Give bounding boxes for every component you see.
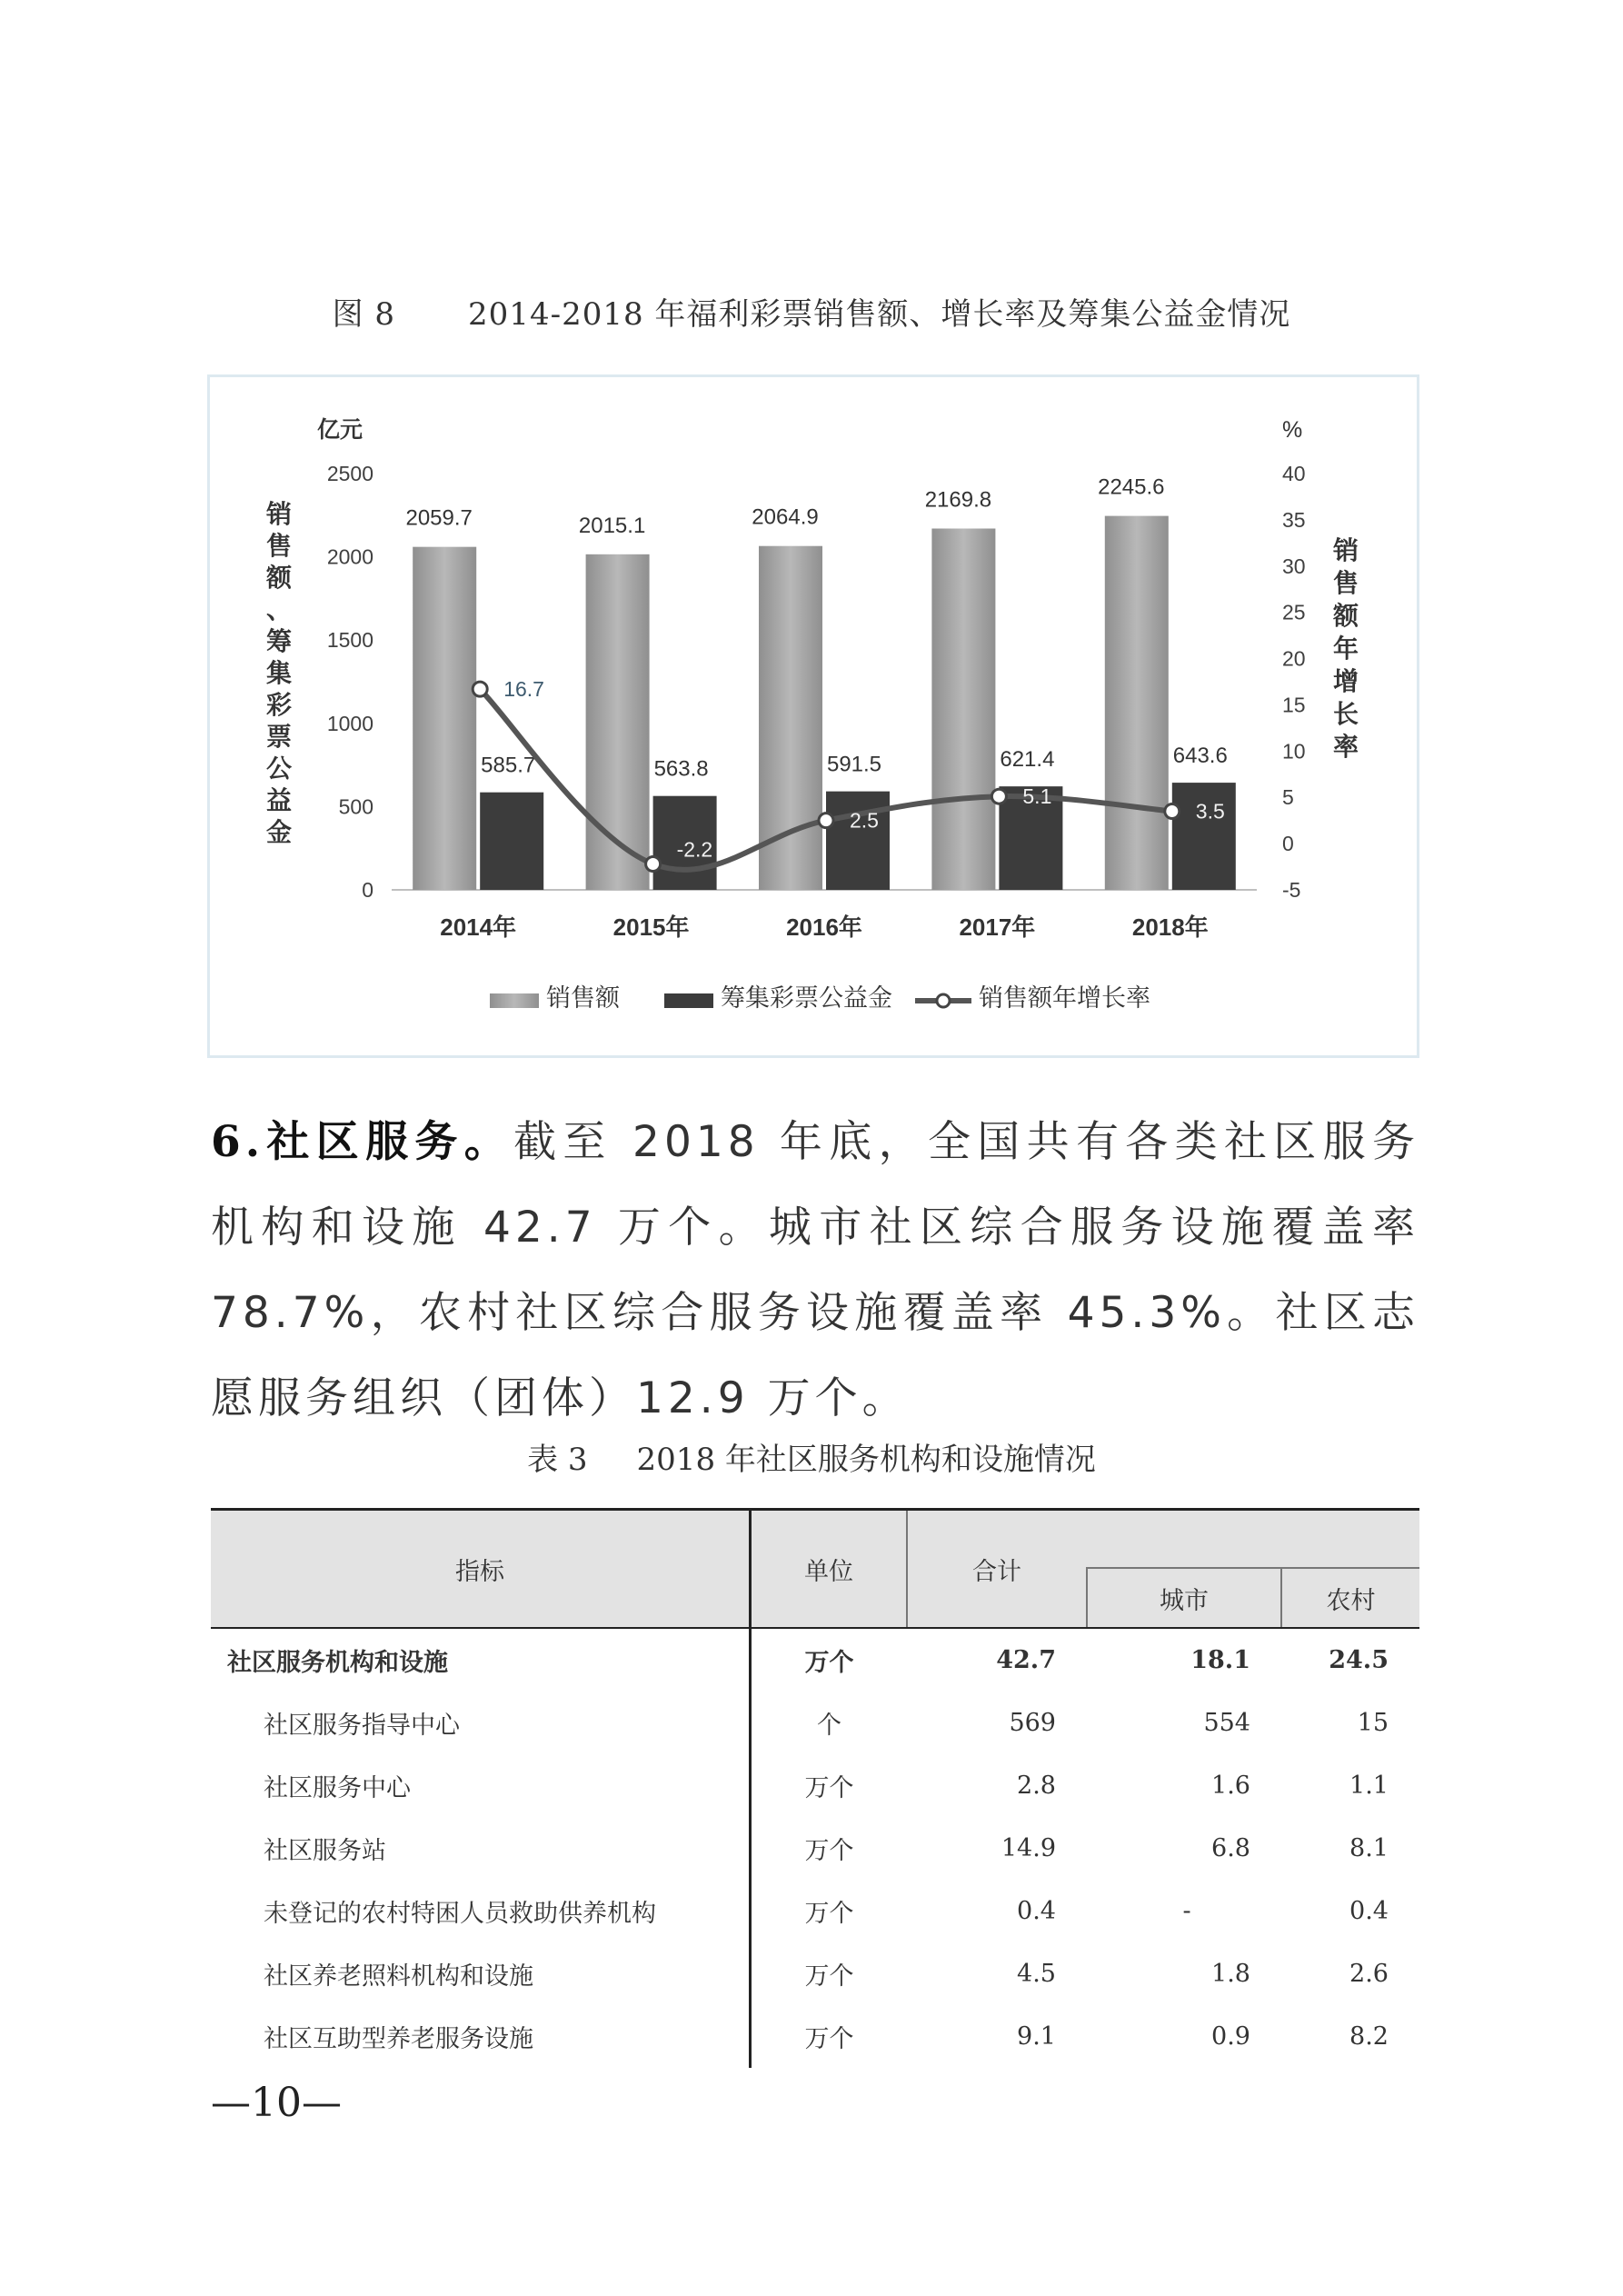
sales-value-label: 2015.1 (578, 513, 646, 538)
sales-value-label: 2059.7 (405, 505, 473, 531)
row-total: 14.9 (1001, 1834, 1056, 1862)
community-services-table (211, 1508, 1419, 2068)
sales-bar (1105, 516, 1169, 890)
combo-chart (210, 377, 1417, 1055)
right-tick-label: 40 (1282, 462, 1306, 485)
category-label: 2015年 (612, 913, 690, 941)
row-name: 社区养老照料机构和设施 (264, 1962, 533, 1991)
table-row (211, 1692, 1419, 1754)
header-urban: 城市 (1087, 1568, 1281, 1628)
page-number: —10— (211, 2080, 342, 2126)
fund-value-label: 563.8 (653, 756, 709, 782)
category-label: 2018年 (1131, 913, 1209, 941)
category-label: 2016年 (786, 913, 862, 941)
growth-rate-label: 3.5 (1195, 799, 1225, 824)
right-axis-title-char: 长 (1332, 700, 1359, 728)
sales-bar (931, 528, 995, 890)
figure-label: 图 8 (332, 296, 396, 333)
paragraph-body: 截至 2018 年底，全国共有各类社区服务机构和设施 42.7 万个。城市社区综合服务设施覆盖率 78.7%，农村社区综合服务设施覆盖率 45.3%。社区志愿服务组织（团体）12.9 万个。 (211, 1117, 1419, 1423)
row-name: 社区服务中心 (264, 1774, 411, 1802)
table-title: 2018 年社区服务机构和设施情况 (636, 1442, 1096, 1478)
fund-value-label: 585.7 (481, 753, 536, 778)
right-axis-title-char: 率 (1332, 733, 1359, 761)
paragraph-lead: 6.社区服务。 (211, 1117, 514, 1167)
row-name: 社区互助型养老服务设施 (264, 2025, 533, 2053)
right-tick-label: 5 (1282, 785, 1294, 810)
growth-rate-point (473, 682, 487, 696)
right-tick-label: 0 (1282, 832, 1294, 856)
row-name: 未登记的农村特困人员救助供养机构 (264, 1900, 656, 1928)
table-label: 表 3 (527, 1442, 588, 1478)
legend-label-rate: 销售额年增长率 (979, 984, 1150, 1012)
row-urban: 0.9 (1211, 2022, 1250, 2051)
row-unit: 万个 (751, 1628, 908, 1692)
table-row (211, 1817, 1419, 1880)
legend-label-fund: 筹集彩票公益金 (721, 984, 892, 1012)
growth-rate-point (991, 789, 1006, 804)
right-tick-label: 15 (1282, 693, 1306, 717)
row-total: 2.8 (1017, 1772, 1056, 1800)
header-unit: 单位 (751, 1510, 908, 1629)
category-label: 2017年 (959, 913, 1036, 941)
growth-rate-point (646, 857, 661, 872)
left-tick-label: 1500 (326, 628, 373, 653)
sales-value-label: 2245.6 (1098, 474, 1165, 500)
left-axis-title-char: 售 (265, 532, 293, 560)
left-axis-title-char: 、 (265, 595, 293, 624)
left-tick-label: 1000 (326, 711, 373, 735)
growth-rate-label: 16.7 (503, 677, 544, 702)
left-tick-label: 0 (362, 878, 373, 902)
table-row (211, 1754, 1419, 1817)
right-axis-title-char: 额 (1332, 602, 1359, 630)
row-name: 社区服务指导中心 (264, 1712, 460, 1740)
sales-bar (759, 546, 822, 890)
chart-container (207, 374, 1419, 1058)
left-axis-title-char: 集 (265, 659, 293, 687)
row-urban: 18.1 (1190, 1646, 1250, 1674)
figure-title: 2014-2018 年福利彩票销售额、增长率及筹集公益金情况 (468, 296, 1291, 333)
left-tick-label: 2000 (326, 544, 373, 569)
growth-rate-label: 2.5 (850, 808, 879, 833)
fund-value-label: 591.5 (826, 752, 882, 777)
row-unit: 万个 (751, 1880, 908, 1942)
row-rural: 8.1 (1349, 1834, 1389, 1862)
sales-value-label: 2064.9 (752, 504, 819, 530)
row-urban: - (1182, 1897, 1191, 1925)
legend-swatch-rate-point (937, 994, 950, 1007)
left-axis-title-char: 额 (265, 564, 293, 592)
left-axis-title-char: 彩 (265, 691, 293, 719)
header-indicator: 指标 (211, 1510, 751, 1629)
right-tick-label: 35 (1282, 507, 1306, 532)
growth-rate-point (819, 814, 833, 828)
right-axis-title-char: 增 (1332, 667, 1359, 695)
left-axis-unit: 亿元 (317, 417, 363, 443)
row-total: 42.7 (996, 1646, 1056, 1674)
legend-label-sales: 销售额 (546, 984, 620, 1012)
legend-swatch-fund (664, 993, 713, 1008)
fund-bar (480, 793, 543, 890)
left-axis-title-char: 益 (265, 786, 293, 814)
header-total: 合计 (907, 1510, 1087, 1629)
row-rural: 0.4 (1349, 1897, 1389, 1925)
figure-caption (0, 289, 1623, 334)
row-total: 9.1 (1017, 2022, 1056, 2051)
right-tick-label: 25 (1282, 600, 1306, 624)
legend-swatch-sales (490, 993, 539, 1008)
row-unit: 万个 (751, 1754, 908, 1817)
table-row (211, 2005, 1419, 2068)
sales-bar (413, 547, 476, 890)
right-tick-label: 20 (1282, 646, 1306, 671)
row-unit: 万个 (751, 2005, 908, 2068)
row-total: 569 (1009, 1709, 1056, 1737)
row-unit: 万个 (751, 1817, 908, 1880)
row-unit: 万个 (751, 1942, 908, 2005)
row-rural: 2.6 (1349, 1960, 1389, 1988)
row-name: 社区服务站 (264, 1837, 386, 1865)
growth-rate-label: 5.1 (1022, 784, 1052, 809)
row-urban: 1.6 (1211, 1772, 1250, 1800)
row-urban: 554 (1203, 1709, 1250, 1737)
row-unit: 个 (751, 1692, 908, 1754)
table-row (211, 1942, 1419, 2005)
table-row (211, 1880, 1419, 1942)
left-tick-label: 2500 (326, 462, 373, 485)
row-rural: 8.2 (1349, 2022, 1389, 2051)
right-axis-title-char: 售 (1332, 569, 1359, 597)
sales-value-label: 2169.8 (924, 487, 992, 513)
right-tick-label: 30 (1282, 554, 1306, 578)
row-urban: 6.8 (1211, 1834, 1250, 1862)
fund-value-label: 621.4 (1000, 747, 1055, 773)
table-body (211, 1628, 1419, 2068)
growth-rate-point (1165, 804, 1180, 818)
table-row (211, 1628, 1419, 1692)
right-tick-label: -5 (1282, 878, 1301, 902)
left-axis-title-char: 公 (265, 754, 293, 783)
left-tick-label: 500 (338, 794, 373, 819)
header-rural: 农村 (1281, 1568, 1419, 1628)
section-paragraph (211, 1100, 1419, 1442)
left-axis-title-char: 票 (265, 723, 293, 751)
table-caption (0, 1434, 1623, 1479)
row-rural: 24.5 (1329, 1646, 1389, 1674)
growth-rate-label: -2.2 (676, 837, 713, 862)
category-label: 2014年 (440, 913, 517, 941)
row-urban: 1.8 (1211, 1960, 1250, 1988)
row-rural: 15 (1357, 1709, 1389, 1737)
row-total: 0.4 (1017, 1897, 1056, 1925)
right-tick-label: 10 (1282, 739, 1306, 764)
header-group (1087, 1510, 1419, 1569)
left-axis-title-char: 销 (265, 500, 293, 528)
fund-value-label: 643.6 (1172, 744, 1228, 769)
left-axis-title-char: 金 (265, 818, 293, 846)
fund-bar (826, 792, 890, 890)
right-axis-title-char: 年 (1332, 634, 1359, 663)
row-name: 社区服务机构和设施 (227, 1649, 448, 1677)
right-axis-unit: % (1282, 417, 1303, 443)
right-axis-title-char: 销 (1332, 536, 1359, 564)
row-total: 4.5 (1017, 1960, 1056, 1988)
row-rural: 1.1 (1349, 1772, 1389, 1800)
left-axis-title-char: 筹 (265, 627, 293, 655)
